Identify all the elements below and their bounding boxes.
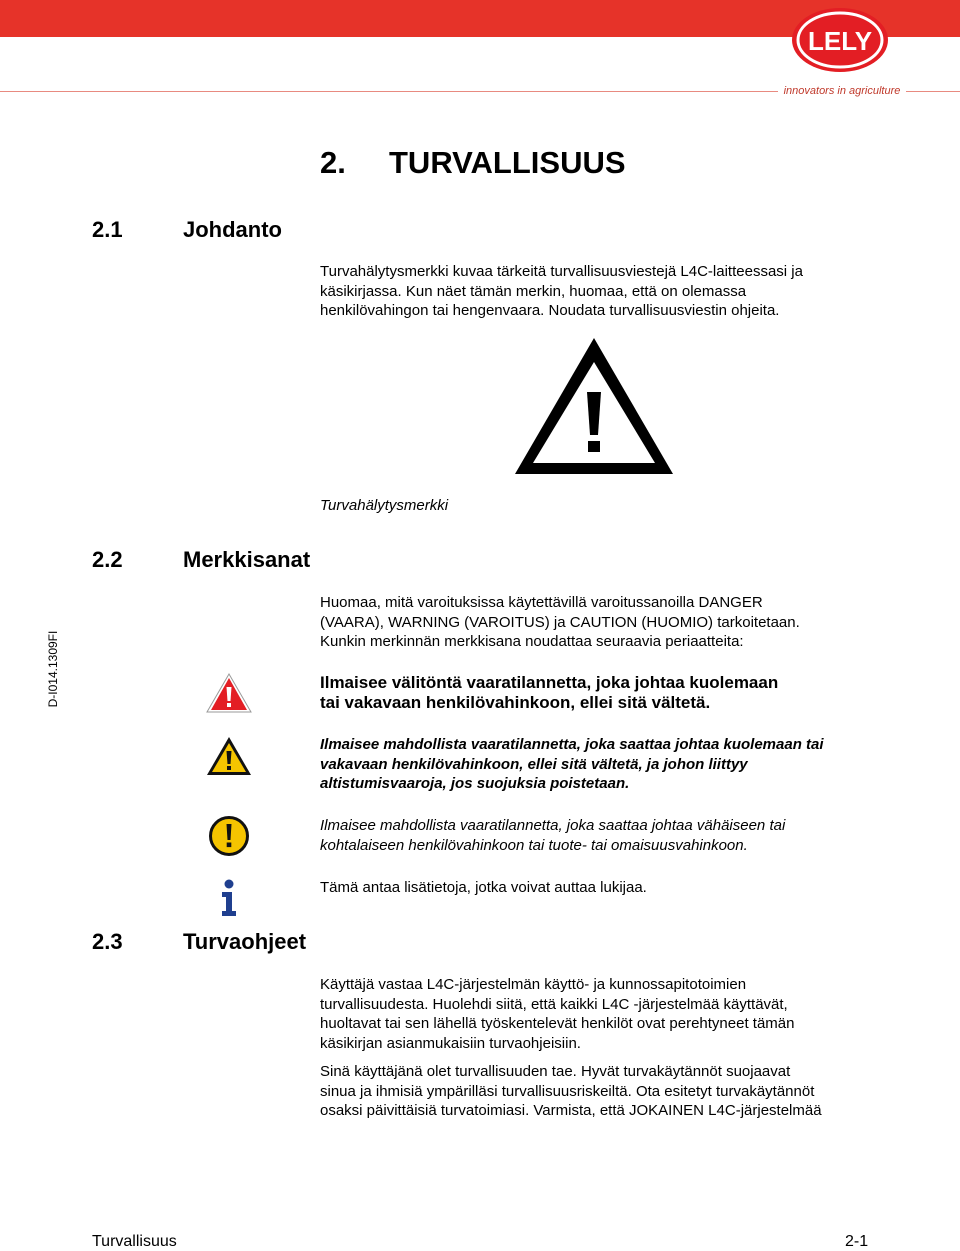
caution-description xyxy=(320,816,785,855)
page-number: 2-1 xyxy=(845,1233,869,1250)
safety-alert-triangle-icon xyxy=(512,335,676,477)
signal-intro-line: (VAARA), WARNING (VAROITUS) ja CAUTION (HUOMIO) tarkoitetaan. xyxy=(320,613,800,631)
info-description xyxy=(320,878,647,898)
section-number: 2.2 xyxy=(92,547,123,572)
section-title: Turvaohjeet xyxy=(183,929,307,954)
intro-paragraph xyxy=(320,262,803,321)
symbol-caption: Turvahälytysmerkki xyxy=(320,497,449,514)
intro-line: henkilövahingon tai hengenvaara. Noudata turvallisuusviestin ohjeita. xyxy=(320,302,780,319)
info-line: Tämä antaa lisätietoja, jotka voivat auttaa lukijaa. xyxy=(320,879,647,896)
section-title: Johdanto xyxy=(183,217,282,242)
caution-icon xyxy=(209,816,249,856)
danger-line: Ilmaisee välitöntä vaaratilannetta, joka johtaa kuolemaan xyxy=(320,673,779,692)
info-icon xyxy=(219,879,239,917)
signal-intro-line: Kunkin merkinnän merkkisana noudattaa seuraavia periaatteita: xyxy=(320,633,744,650)
safety-line: Sinä käyttäjänä olet turvallisuuden tae. Hyvät turvakäytännöt suojaavat xyxy=(320,1063,791,1080)
safety-line: sinua ja ihmisiä ympärilläsi turvallisuusriskeiltä. Ota esitetyt turvakäytännöt xyxy=(320,1082,815,1100)
warning-icon xyxy=(206,736,252,776)
danger-description xyxy=(320,673,778,713)
intro-line: Turvahälytysmerkki kuvaa tärkeitä turvallisuusviestejä L4C-laitteessasi ja xyxy=(320,263,803,280)
intro-line: käsikirjassa. Kun näet tämän merkin, huomaa, että on olemassa xyxy=(320,282,747,300)
safety-line: Käyttäjä vastaa L4C-järjestelmän käyttö- ja kunnossapitotoimien xyxy=(320,976,747,993)
danger-icon xyxy=(206,673,252,713)
warning-description xyxy=(320,735,824,794)
warning-line: altistumisvaaroja, jos suojuksia poistetaan. xyxy=(320,775,630,792)
warning-line: vakavaan henkilövahinkoon, ellei sitä vältetä, ja johon liittyy xyxy=(320,755,748,773)
chapter-title: TURVALLISUUS xyxy=(389,145,626,180)
caution-line: kohtalaiseen henkilövahinkoon tai tuote- tai omaisuusvahinkoon. xyxy=(320,836,748,854)
safety-line: käsikirjan asianmukaisiin turvaohjeisiin. xyxy=(320,1034,581,1052)
safety-line: osaksi päivittäisiä turvatoimiasi. Varmista, että JOKAINEN L4C-järjestelmää xyxy=(320,1102,822,1119)
safety-paragraph-2 xyxy=(320,1062,822,1121)
caution-line: Ilmaisee mahdollista vaaratilannetta, joka saattaa johtaa vähäiseen tai xyxy=(320,817,786,834)
document-code-text: D-I014.1309FI xyxy=(46,630,60,708)
warning-line: Ilmaisee mahdollista vaaratilannetta, joka saattaa johtaa kuolemaan tai xyxy=(320,736,824,753)
section-number: 2.3 xyxy=(92,929,123,954)
signal-intro-line: Huomaa, mitä varoituksissa käytettävillä varoitussanoilla DANGER xyxy=(320,594,763,611)
section-title: Merkkisanat xyxy=(183,547,311,572)
tagline: innovators in agriculture xyxy=(778,84,906,98)
safety-line: turvallisuudesta. Huolehdi siitä, että kaikki L4C -järjestelmää käyttävät, xyxy=(320,995,788,1013)
lely-logo xyxy=(790,6,890,74)
chapter-number: 2. xyxy=(320,145,346,180)
section-number: 2.1 xyxy=(92,217,123,242)
logo-text: LELY xyxy=(807,26,873,56)
signal-words-intro xyxy=(320,593,800,652)
danger-line: tai vakavaan henkilövahinkoon, ellei sitä vältetä. xyxy=(320,693,711,712)
document-code xyxy=(43,630,63,714)
safety-line: huoltavat tai sen lähellä työskentelevät henkilöt ovat perehtyneet tämän xyxy=(320,1015,795,1032)
footer-section: Turvallisuus xyxy=(92,1233,177,1250)
safety-paragraph-1 xyxy=(320,975,794,1053)
